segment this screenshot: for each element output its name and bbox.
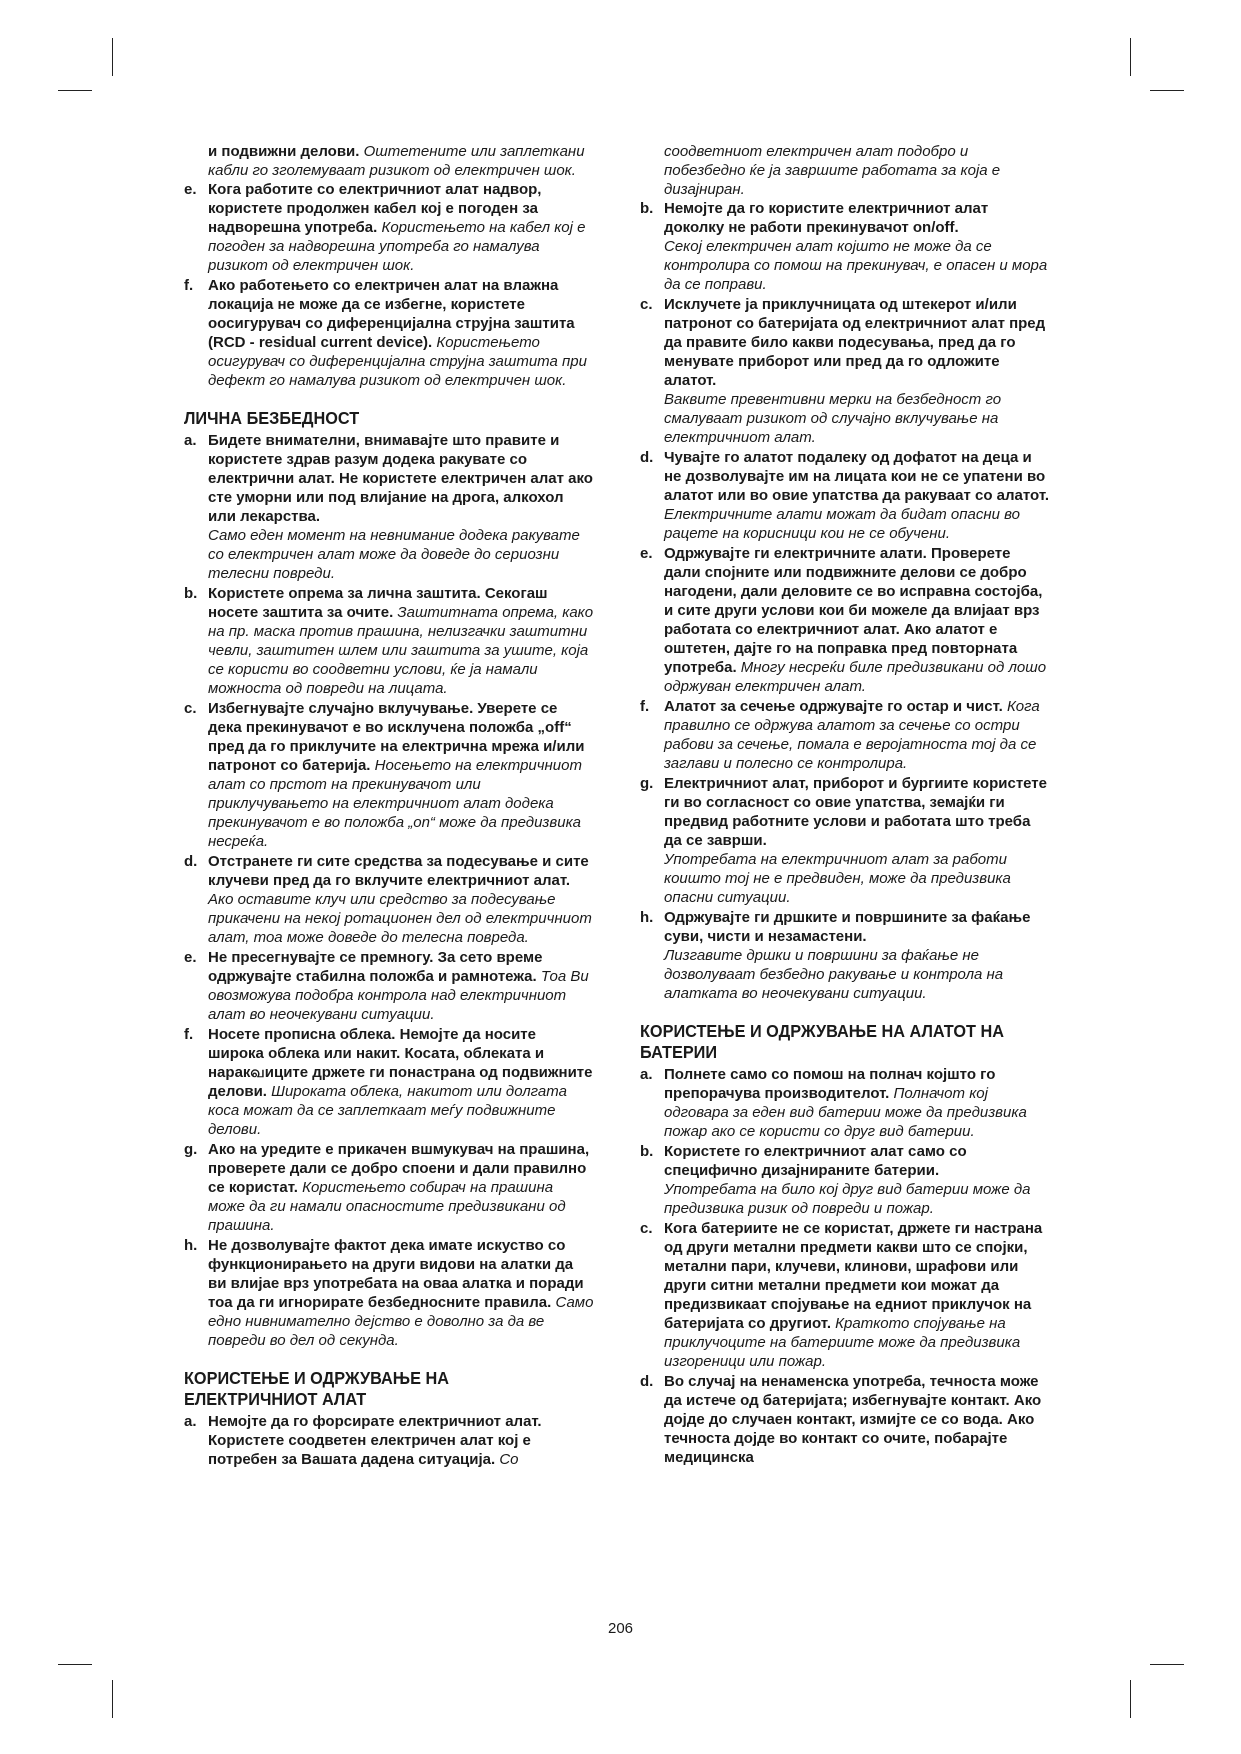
list-item-e (184, 180, 594, 275)
list-item-g (184, 1140, 594, 1235)
bold-text: Ако работењето со електричен алат на влажна локација не може да се избегне, користете оосигурувач со диференцијална струјна заштита (RCD - residual current device). (208, 277, 575, 351)
italic-text: Користењето осигурувач со диференцијална струјна заштита при дефект го намалува ризикот од електричен шок. (208, 334, 587, 389)
item-letter: a. (184, 432, 197, 449)
crop-mark-bottom-left-h (58, 1664, 92, 1665)
list-item-f (640, 697, 1050, 773)
bold-text: Одржувајте ги дршките и површините за фаќање суви, чисти и незамастени. (664, 909, 1031, 945)
bold-text: Одржувајте ги електричните алати. Проверете дали спојните или подвижните делови се добро нагодени, дали деловите се во исправна состојба, и сите други услови кои би можеле да влијаат врз работата со електричниот алат. Ако алатот е оштетен, дајте го на поправка пред повторната употреба. (664, 545, 1043, 676)
italic-text: Со (499, 1451, 519, 1468)
right-column (640, 142, 1050, 1468)
list-item-c (640, 295, 1050, 447)
bold-text: Алатот за сечење одржувајте го остар и чист. (664, 698, 1003, 715)
italic-text: Ако оставите клуч или средство за подесување прикачени на некој ротационен дел од електричниот алат, тоа може доведе до телесна повреда. (208, 891, 592, 946)
italic-text: Оштетените или заплеткани кабли го зголемуваат ризикот од електричен шок. (208, 143, 585, 179)
list-item-b (640, 199, 1050, 294)
list-item-e (184, 948, 594, 1024)
italic-text: Лизгавите дршки и површини за фаќање не дозволуваат безбедно ракување и контрола на алатката во неочекувани ситуации. (664, 947, 1004, 1002)
italic-text: Краткото спојување на приклучоците на батериите може да предизвика изгореници или пожар. (664, 1315, 1021, 1370)
bold-text: Не пресегнувајте се премногу. За сето време одржувајте стабилна положба и рамнотежа. (208, 949, 543, 985)
bold-text: Кога батериите не се користат, држете ги настрана од други метални предмети какви што се спојки, метални пари, клучеви, клинови, шрафови или други ситни метални предмети кои можат да предизвикаат спојување на едниот приклучок на батеријата со другиот. (664, 1220, 1043, 1332)
bold-text: Во случај на ненаменска употреба, течноста може да истече од батеријата; избегнувајте контакт. Ако дојде до случаен контакт, измијте се со вода. Ако течноста дојде во контакт со очите, побарајте медицинска (664, 1373, 1042, 1466)
italic-text: Употребата на електричниот алат за работи коишто тој не е предвиден, може да предизвика опасни ситуации. (664, 851, 1011, 906)
section-heading-battery-tool-use: КОРИСТЕЊЕ И ОДРЖУВАЊЕ НА АЛАТОТ НА БАТЕРИИ (640, 1021, 1004, 1062)
list-item-d (640, 1372, 1050, 1467)
list-item-h (640, 908, 1050, 1003)
italic-text: Ваквите превентивни мерки на безбедност го смалуваат ризикот од случајно вклучување на електричниот алат. (664, 391, 1002, 446)
list-item-g (640, 774, 1050, 907)
italic-text: Само едно нивнимателно дејство е доволно за да ве повреди во дел од секунда. (208, 1294, 594, 1349)
italic-text: Кога правилно се одржува алатот за сечење со остри рабови за сечење, помала е веројатноста тој да се заглави и полесно се контролира. (664, 698, 1040, 772)
item-letter: b. (640, 1143, 654, 1160)
crop-mark-bottom-right-v (1130, 1680, 1131, 1718)
item-letter: b. (640, 200, 654, 217)
italic-text: Тоа Ви овозможува подобра контрола над електричниот алат во неочекувани ситуации. (208, 968, 589, 1023)
crop-mark-top-left-v (112, 38, 113, 76)
italic-text: Носењето на електричниот алат со прстот на прекинувачот или приклучувањето на електричниот алат додека прекинувачот е во положба „on“ може да предизвика несреќа. (208, 757, 582, 850)
item-letter: e. (640, 545, 653, 562)
page-number: 206 (607, 1620, 634, 1637)
item-letter: d. (640, 449, 654, 466)
item-letter: f. (640, 698, 650, 715)
italic-text: Електричните алати можат да бидат опасни во рацете на корисници кои не се обучени. (664, 506, 1020, 542)
list-item-d (640, 448, 1050, 543)
item-letter: b. (184, 585, 198, 602)
list-item-c (640, 1219, 1050, 1371)
bold-text: Бидете внимателни, внимавајте што правите и користете здрав разум додека ракувате со електрични алат. Не користете електричен алат ако сте уморни или под влијание на дрога, алкохол или лекарства. (208, 432, 593, 525)
continuation-paragraph (640, 142, 1050, 199)
item-letter: c. (184, 700, 197, 717)
bold-text: Кога работите со електричниот алат надвор, користете продолжен кабел кој е погоден за надворешна употреба. (208, 181, 542, 236)
italic-text: Полначот кој одговара за еден вид батерии може да предизвика пожар ако се користи со друг вид батерии. (664, 1085, 1027, 1140)
item-letter: c. (640, 296, 653, 313)
italic-text: соодветниот електричен алат подобро и побезбедно ќе ја завршите работата за која е дизајниран. (664, 143, 1001, 198)
crop-mark-top-right-h (1150, 90, 1184, 91)
item-letter: c. (640, 1220, 653, 1237)
bold-text: Полнете само со помош на полнач којшто го препорачува производителот. (664, 1066, 996, 1102)
list-item-h (184, 1236, 594, 1350)
item-letter: e. (184, 181, 197, 198)
list-item-a (184, 431, 594, 583)
item-letter: g. (640, 775, 654, 792)
italic-text: Користењето на кабел кој е погоден за надворешна употреба го намалува ризикот од електричен шок. (208, 219, 586, 274)
bold-text: Електричниот алат, приборот и бургиите користете ги во согласност со овие упатства, земајќи ги предвид работните услови и работата што треба да се заврши. (664, 775, 1047, 849)
italic-text: Употребата на било кој друг вид батерии може да предизвика ризик од повреди и пожар. (664, 1181, 1031, 1217)
italic-text: Секој електричен алат којшто не може да се контролира со помош на прекинувач, е опасен и мора да се поправи. (664, 238, 1048, 293)
left-column (184, 142, 594, 1470)
list-item-c (184, 699, 594, 851)
bold-text: Не дозволувајте фактот дека имате искуство со функционирањето на други видови на алатки да ви влијае врз употребата на оваа алатка и поради тоа да ги игнорирате безбедносните правила. (208, 1237, 584, 1311)
item-letter: f. (184, 1026, 194, 1043)
bold-text: Користете опрема за лична заштита. Секогаш носете заштита за очите. (208, 585, 548, 621)
list-item-f (184, 1025, 594, 1139)
item-letter: h. (184, 1237, 198, 1254)
italic-text: Само еден момент на невнимание додека ракувате со електричен алат може да доведе до сериозни телесни повреди. (208, 527, 580, 582)
continuation-paragraph (184, 142, 594, 180)
italic-text: Широката облека, накитот или долгата коса можат да се заплеткаат меѓу подвижните делови. (208, 1083, 567, 1138)
list-item-b (184, 584, 594, 698)
list-item-e (640, 544, 1050, 696)
bold-text: Исклучете ја приклучницата од штекерот и/или патронот со батеријата од електричниот алат пред да правите било какви подесувања, пред да го менувате приборот или пред да го одложите алатот. (664, 296, 1046, 389)
bold-text: Користете го електричниот алат само со специфично дизајнираните батерии. (664, 1143, 967, 1179)
list-item-d (184, 852, 594, 947)
list-item-f (184, 276, 594, 390)
crop-mark-bottom-left-v (112, 1680, 113, 1718)
bold-text: Отстранете ги сите средства за подесување и сите клучеви пред да го вклучите електричниот алат. (208, 853, 589, 889)
list-item-a (640, 1065, 1050, 1141)
item-letter: a. (640, 1066, 653, 1083)
section-heading-personal-safety: ЛИЧНА БЕЗБЕДНОСТ (184, 408, 360, 428)
crop-mark-top-right-v (1130, 38, 1131, 76)
bold-text: Ако на уредите е прикачен вшмукувач на прашина, проверете дали се добро споени и дали правилно се користат. (208, 1141, 590, 1196)
italic-text: Заштитната опрема, како на пр. маска против прашина, нелизгачки заштитни чевли, заштитен шлем или заштита за ушите, која се користи во соодветни услови, ќе ја намали можноста од повреди на лицата. (208, 604, 594, 697)
bold-text: Немојте да го форсирате електричниот алат. Користете соодветен електричен алат кој е потребен за Вашата дадена ситуација. (208, 1413, 542, 1468)
italic-text: Многу несреќи биле предизвикани од лошо одржуван електричен алат. (664, 659, 1047, 695)
item-letter: h. (640, 909, 654, 926)
item-letter: g. (184, 1141, 198, 1158)
italic-text: Користењето собирач на прашина може да ги намали опасностите предизвикани од прашина. (208, 1179, 566, 1234)
list-item-a (184, 1412, 594, 1469)
bold-text: Носете прописна облека. Немојте да носите широка облека или накит. Косата, облеката и наракவиците држете ги понастрана од подвижните делови. (208, 1026, 593, 1100)
bold-text: Чувајте го алатот подалеку од дофатот на деца и не дозволувајте им на лицата кои не се упатени во алатот или во овие упатства да ракуваат со алатот. (664, 449, 1050, 504)
list-item-b (640, 1142, 1050, 1218)
item-letter: f. (184, 277, 194, 294)
item-letter: d. (640, 1373, 654, 1390)
crop-mark-top-left-h (58, 90, 92, 91)
crop-mark-bottom-right-h (1150, 1664, 1184, 1665)
bold-text: Немојте да го користите електричниот алат доколку не работи прекинувачот on/off. (664, 200, 989, 236)
item-letter: a. (184, 1413, 197, 1430)
item-letter: e. (184, 949, 197, 966)
section-heading-power-tool-use: КОРИСТЕЊЕ И ОДРЖУВАЊЕ НА ЕЛЕКТРИЧНИОТ АЛАТ (184, 1368, 449, 1409)
bold-text: Избегнувајте случајно вклучување. Уверете се дека прекинувачот е во исклучена положба „off“ пред да го приклучите на електрична мрежа и/или патронот со батерија. (208, 700, 585, 774)
bold-text: и подвижни делови. (208, 143, 360, 160)
item-letter: d. (184, 853, 198, 870)
